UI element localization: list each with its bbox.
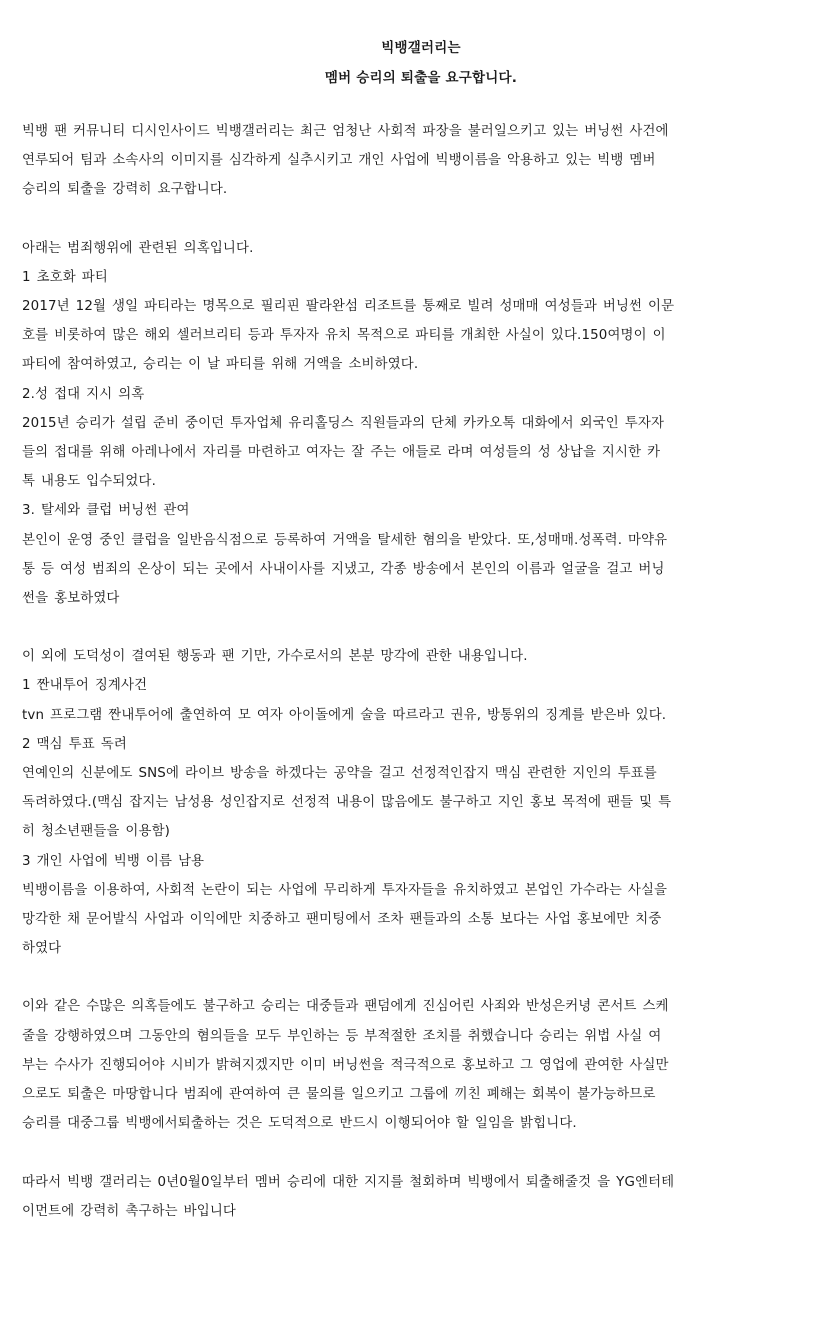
demand-paragraph <box>22 1168 820 1226</box>
text-line: 2015년 승리가 설립 준비 중이던 투자업체 유리홀딩스 직원들과의 단체 카카오톡 대화에서 외국인 투자자 <box>22 415 665 431</box>
title-line-2: 멤버 승리의 퇴출을 요구합니다. <box>324 70 518 86</box>
section-heading: 이 외에 도덕성이 결여된 행동과 팬 기만, 가수로서의 본분 망각에 관한 내용입니다. <box>22 649 528 665</box>
text-line: 연루되어 팀과 소속사의 이미지를 심각하게 실추시키고 개인 사업에 빅뱅이름을 악용하고 있는 빅뱅 멤버 <box>22 153 656 169</box>
item-heading: 2 맥심 투표 독려 <box>22 736 127 752</box>
text-line: 2017년 12월 생일 파티라는 명목으로 필리핀 팔라완섬 리조트를 통째로 빌려 성매매 여성들과 버닝썬 이문 <box>22 299 675 315</box>
text-line: 파티에 참여하였고, 승리는 이 날 파티를 위해 거액을 소비하였다. <box>22 357 419 373</box>
text-line: 본인이 운영 중인 클럽을 일반음식점으로 등록하여 거액을 탈세한 혐의을 받았다. 또,성매매.성폭력. 마약유 <box>22 532 668 548</box>
title-line-1: 빅뱅갤러리는 <box>381 40 461 56</box>
text-line: 연예인의 신분에도 SNS에 라이브 방송을 하겠다는 공약을 걸고 선정적인잡지 맥심 관련한 지인의 투표를 <box>22 766 657 782</box>
intro-paragraph <box>22 117 820 205</box>
item-heading: 3. 탈세와 클럽 버닝썬 관여 <box>22 503 190 519</box>
text-line: 호를 비롯하여 많은 해외 셀러브리티 등과 투자자 유치 목적으로 파티를 개최한 사실이 있다.150여명이 이 <box>22 328 666 344</box>
text-line: 망각한 채 문어발식 사업과 이익에만 치중하고 팬미팅에서 조차 팬들과의 소통 보다는 사업 홍보에만 치중 <box>22 912 662 928</box>
text-line: 으로도 퇴출은 마땅합니다 범죄에 관여하여 큰 물의를 일으키고 그룹에 끼친 폐해는 회복이 불가능하므로 <box>22 1087 656 1103</box>
text-line: 통 등 여성 범죄의 온상이 되는 곳에서 사내이사를 지냈고, 각종 방송에서 본인의 이름과 얼굴을 걸고 버닝 <box>22 561 665 577</box>
text-line: 히 청소년팬들을 이용함) <box>22 824 171 840</box>
text-line: 빅뱅이름을 이용하여, 사회적 논란이 되는 사업에 무리하게 투자자들을 유치하였고 본업인 가수라는 사실을 <box>22 882 668 898</box>
text-line: 하였다 <box>22 941 62 957</box>
text-line: 승리의 퇴출을 강력히 요구합니다. <box>22 182 228 198</box>
conclusion-paragraph <box>22 992 820 1138</box>
item-heading: 2.성 접대 지시 의혹 <box>22 386 145 402</box>
text-line: 부는 수사가 진행되어야 시비가 밝혀지겠지만 이미 버닝썬을 적극적으로 홍보하고 그 영업에 관여한 사실만 <box>22 1057 669 1073</box>
text-line: 이먼트에 강력히 촉구하는 바입니다 <box>22 1203 236 1219</box>
text-line: 들의 접대를 위해 아레나에서 자리를 마련하고 여자는 잘 주는 애들로 라며 여성들의 성 상납을 지시한 카 <box>22 445 661 461</box>
text-line: 따라서 빅뱅 갤러리는 0년0월0일부터 멤버 승리에 대한 지지를 철회하며 빅뱅에서 퇴출해줄것 을 YG엔터테 <box>22 1174 675 1190</box>
text-line: 승리를 대중그룹 빅뱅에서퇴출하는 것은 도덕적으로 반드시 이행되어야 할 일임을 밝힙니다. <box>22 1116 577 1132</box>
criminal-allegations-section <box>22 234 820 614</box>
text-line: 줄을 강행하였으며 그동안의 혐의들을 모두 부인하는 등 부적절한 조치를 취했습니다 승리는 위법 사실 여 <box>22 1028 662 1044</box>
item-heading: 3 개인 사업에 빅뱅 이름 남용 <box>22 853 205 869</box>
text-line: tvn 프로그램 짠내투어에 출연하여 모 여자 아이돌에게 술을 따르라고 권유, 방통위의 징계를 받은바 있다. <box>22 707 667 723</box>
document-title <box>22 0 820 93</box>
item-heading: 1 짠내투어 징계사건 <box>22 678 148 694</box>
text-line: 빅뱅 팬 커뮤니티 디시인사이드 빅뱅갤러리는 최근 엄청난 사회적 파장을 불러일으키고 있는 버닝썬 사건에 <box>22 124 669 139</box>
text-line: 독려하였다.(맥심 잡지는 남성용 성인잡지로 선정적 내용이 많음에도 불구하고 지인 홍보 목적에 팬들 및 특 <box>22 795 672 811</box>
text-line: 썬을 홍보하였다 <box>22 591 120 607</box>
text-line: 이와 같은 수많은 의혹들에도 불구하고 승리는 대중들과 팬덤에게 진심어린 사죄와 반성은커녕 콘서트 스케 <box>22 999 669 1015</box>
item-heading: 1 초호화 파티 <box>22 269 108 285</box>
ethics-section <box>22 642 820 963</box>
text-line: 톡 내용도 입수되었다. <box>22 474 156 490</box>
section-heading: 아래는 범죄행위에 관련된 의혹입니다. <box>22 240 254 256</box>
